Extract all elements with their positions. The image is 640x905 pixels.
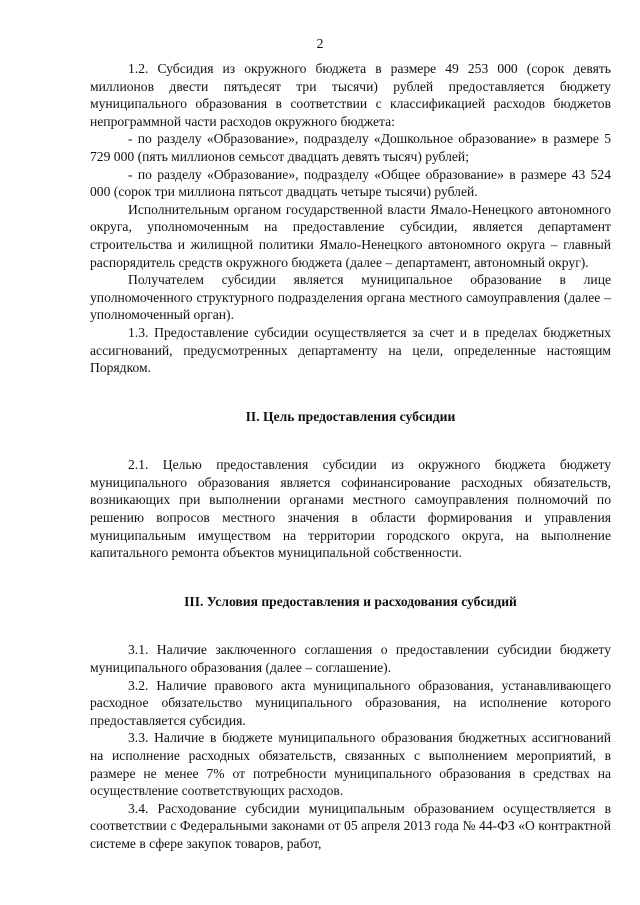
page-number: 2 — [316, 37, 324, 52]
paragraph-3-3: 3.3. Наличие в бюджете муниципального образования бюджетных ассигнований на исполнение расходных обязательств, связанных с выполнением мероприятий, в размере не менее 7% от потребности муниципального образования в средствах на осуществление соответствующих расходов. — [90, 730, 611, 799]
document-body — [90, 60, 611, 853]
paragraph-3-4: 3.4. Расходование субсидии муниципальным образованием осуществляется в соответствии с Федеральными законами от 05 апреля 2013 года № 44-ФЗ «О контрактной системе в сфере закупок товаров, работ, — [90, 800, 611, 851]
paragraph-1-2: 1.2. Субсидия из окружного бюджета в размере 49 253 000 (сорок девять миллионов двести пятьдесят три тысячи) рублей предоставляется бюджету муниципального образования в соответствии с классификацией расходов бюджетов непрограммной части расходов окружного бюджета: — [90, 61, 611, 129]
paragraph-preschool-education: - по разделу «Образование», подразделу «Дошкольное образование» в размере 5 729 000 (пять миллионов семьсот двадцать девять тысяч) рублей; — [90, 131, 611, 164]
paragraph-general-education: - по разделу «Образование», подразделу «Общее образование» в размере 43 524 000 (сорок три миллиона пятьсот двадцать четыре тысячи) рублей. — [90, 166, 611, 200]
section-2-heading: II. Цель предоставления субсидии — [245, 408, 456, 424]
paragraph-1-3: 1.3. Предоставление субсидии осуществляется за счет и в пределах бюджетных ассигнований, предусмотренных департаменту на цели, определенные настоящим Порядком. — [90, 324, 611, 376]
section-3-heading: III. Условия предоставления и расходования субсидий — [184, 593, 517, 609]
paragraph-recipient: Получателем субсидии является муниципальное образование в лице уполномоченного структурного подразделения органа местного самоуправления (далее – уполномоченный орган). — [90, 272, 611, 323]
paragraph-3-1: 3.1. Наличие заключенного соглашения о предоставлении субсидии бюджету муниципального образования (далее – соглашение). — [90, 642, 611, 676]
paragraph-executive-body: Исполнительным органом государственной власти Ямало-Ненецкого автономного округа, уполномоченным на предоставление субсидии, является департамент строительства и жилищной политики Ямало-Ненецкого автономного округа – главный распорядитель средств окружного бюджета (далее – департамент, автономный округ). — [90, 201, 611, 270]
paragraph-3-2: 3.2. Наличие правового акта муниципального образования, устанавливающего расходное обязательство муниципального образования, на исполнение которого предоставляется субсидия. — [90, 677, 611, 728]
paragraph-2-1: 2.1. Целью предоставления субсидии из окружного бюджета бюджету муниципального образования является софинансирование расходных обязательств, возникающих при выполнении органами местного самоуправления полномочий по решению вопросов местного значения в области формирования и управления муниципальным имуществом на территории городского округа, на выполнение капитального ремонта объектов муниципальной собственности. — [90, 457, 611, 561]
